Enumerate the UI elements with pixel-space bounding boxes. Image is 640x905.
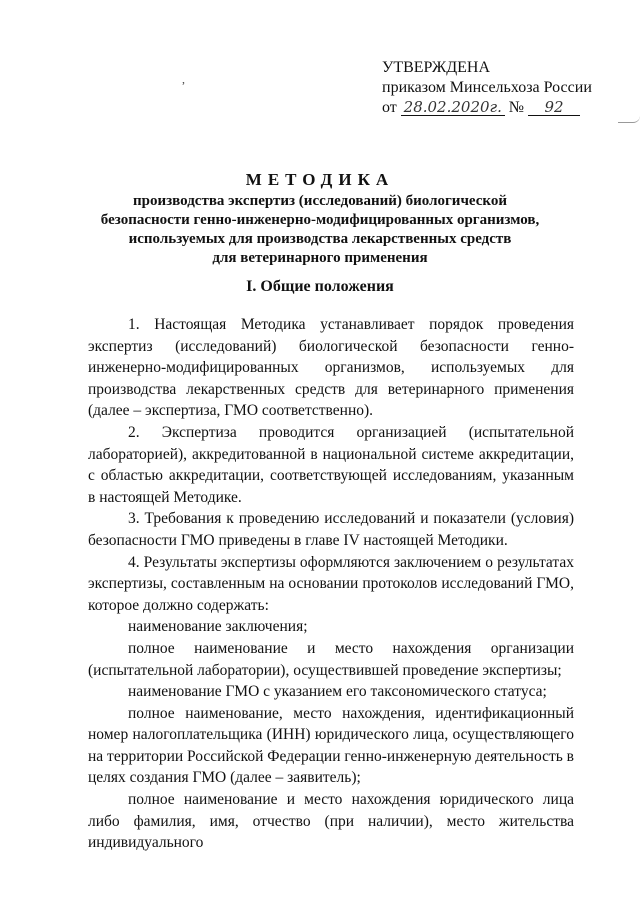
approval-number-prefix: № — [508, 99, 525, 116]
stray-mark: , — [182, 72, 185, 86]
approval-from-prefix: от — [382, 99, 397, 116]
approval-heading: УТВЕРЖДЕНА — [382, 59, 491, 76]
list-item: полное наименование и место нахождения юридического лица либо фамилия, имя, отчество (при наличии), место жительства индивидуального — [88, 791, 574, 852]
subtitle-line: производства экспертиз (исследований) биологической — [132, 193, 507, 209]
subtitle-line: безопасности генно-инженерно-модифицированных организмов, — [100, 212, 540, 228]
list-item: наименование ГМО с указанием его таксономического статуса; — [128, 683, 547, 701]
document-subtitle — [60, 192, 580, 268]
section-title: I. Общие положения — [246, 278, 394, 295]
page-edge-mark — [618, 116, 640, 123]
paragraph: 1. Настоящая Методика устанавливает порядок проведения экспертиз (исследований) биологической безопасности генно-инженерно-модифицированных организмов, используемых для производства лекарственных средств для ветеринарного применения (далее – экспертиза, ГМО соответственно). — [88, 316, 574, 420]
document-body — [88, 314, 574, 854]
approval-date-line — [382, 98, 592, 118]
paragraph: 4. Результаты экспертизы оформляются заключением о результатах экспертизы, составленным на основании протоколов исследований ГМО, которое должно содержать: — [88, 553, 574, 614]
list-item: полное наименование, место нахождения, идентификационный номер налогоплательщика (ИНН) юридического лица, осуществляющего на территории Российской Федерации генно-инженерную деятельность в целях создания ГМО (далее – заявитель); — [88, 704, 575, 787]
list-item: наименование заключения; — [128, 618, 308, 636]
approval-number: 92 — [528, 100, 580, 116]
paragraph: 3. Требования к проведению исследований и показатели (условия) безопасности ГМО приведены в главе IV настоящей Методики. — [88, 510, 574, 549]
approval-date: 28.02.2020г. — [401, 100, 505, 116]
document-title: МЕТОДИКА — [245, 170, 395, 189]
paragraph: 2. Экспертиза проводится организацией (испытательной лабораторией), аккредитованной в национальной системе аккредитации, с областью аккредитации, соответствующей исследованиям, указанным в настоящей Методике. — [88, 423, 574, 506]
subtitle-line: для ветеринарного применения — [212, 250, 428, 266]
approval-stamp — [382, 58, 592, 118]
subtitle-line: используемых для производства лекарственных средств — [128, 231, 512, 247]
list-item: полное наименование и место нахождения организации (испытательной лаборатории), осуществившей проведение экспертизы; — [88, 639, 574, 679]
approval-order: приказом Минсельхоза России — [382, 79, 592, 96]
